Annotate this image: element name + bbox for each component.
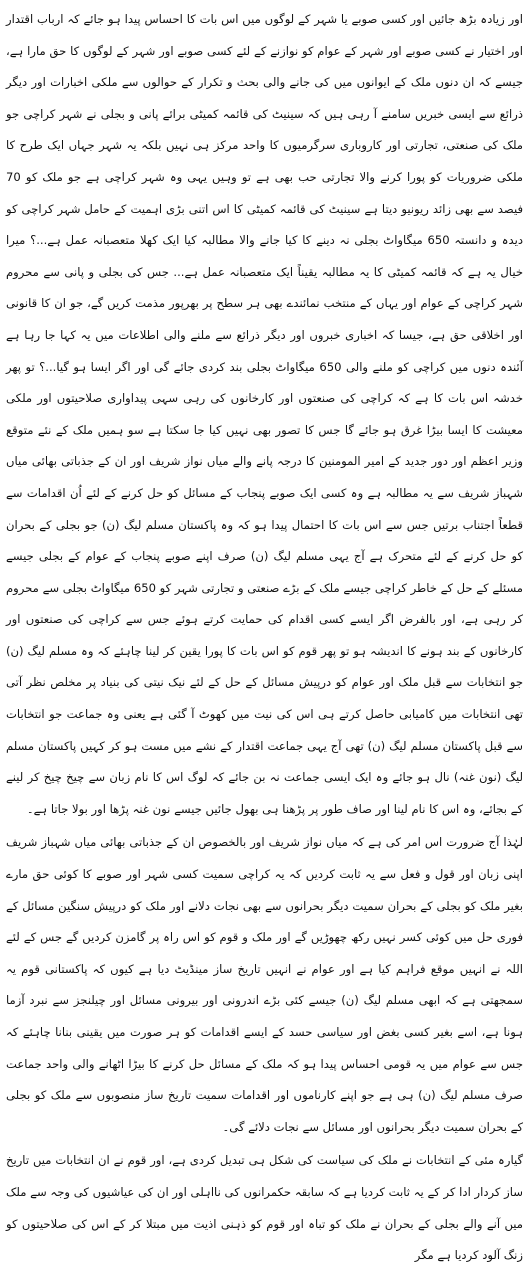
article-paragraph-2: لہٰذا آج ضرورت اس امر کی ہے کہ میاں نواز شریف اور بالخصوص ان کے جذباتی بھائی میاں شہباز شریف اپنی زبان اور قول و فعل سے یہ ثابت کردیں کہ یہ کراچی سمیت کسی شہر اور صوبے کا کوئی حق مارے بغیر ملک کو بجلی کے بحران سمیت دیگر بحرانوں سے بھی نجات دلانے اور ملک کو درپیش سنگین مسائل کے فوری حل میں کوئی کسر نہیں رکھ چھوڑیں گے اور ملک و قوم کو اس راہ پر گامزن کردیں گے جس کے لئے اللہ نے انہیں موقع فراہم کیا ہے اور عوام نے انہیں تاریخ ساز مینڈیٹ دیا ہے کیوں کہ پاکستانی قوم یہ سمجھتی ہے کہ ابھی مسلم لیگ (ن) جیسے کئی بڑے اندرونی اور بیرونی مسائل اور چیلنجز سے نبرد آزما ہونا ہے، اسے بغیر کسی بغض اور سیاسی حسد کے ایسے اقدامات کو ہر صورت میں یقینی بنانا چاہئے کہ جس سے عوام میں یہ قومی احساس پیدا ہو کہ ملک کے مسائل حل کرنے کا بیڑا اٹھانے والی واحد جماعت صرف مسلم لیگ (ن) ہی ہے جو اپنے کارناموں اور اقدامات سمیت تاریخ ساز منصوبوں سے ملک کو بجلی کے بحران سمیت دیگر بحرانوں اور مسائل سے نجات دلائے گی۔ (6, 835, 523, 1134)
article-paragraph-1: اور زیادہ بڑھ جائیں اور کسی صوبے یا شہر کے لوگوں میں اس بات کا احساس پیدا ہو جائے کہ ارباب اقتدار اور اختیار نے کسی صوبے اور شہر کے عوام کو نوازنے کے لئے کسی صوبے اور شہر کے لوگوں کا حق مارا ہے، جیسے کہ ان دنوں ملک کے ایوانوں میں کی جانے والی بحث و تکرار کے حوالوں سے ملکی اخبارات اور دیگر ذرائع سے ایسی خبریں سامنے آ رہی ہیں کہ سینیٹ کی قائمہ کمیٹی برائے پانی و بجلی نے شہر کراچی جو ملک کی صنعتی، تجارتی اور کاروباری سرگرمیوں کا واحد مرکز ہی نہیں بلکہ یہ شہر جہاں ایک طرح کا ملکی ضروریات کو پورا کرنے والا تجارتی حب بھی ہے تو وہیں یہی وہ شہر کراچی ہے جو ملک کو 70 فیصد سے بھی زائد ریونیو دیتا ہے سینیٹ کی قائمہ کمیٹی کا اس اتنی بڑی اہمیت کے حامل شہر کراچی کو دیدہ و دانستہ 650 میگاواٹ بجلی نہ دینے کا کیا جانے والا مطالبہ کیا ایک کھلا متعصبانہ عمل ہے...؟ میرا خیال یہ ہے کہ قائمہ کمیٹی کا یہ مطالبہ یقیناً ایک متعصبانہ عمل ہے... جس کی بجلی و پانی سے محروم شہر کراچی کے عوام اور یہاں کے منتخب نمائندے بھی ہر سطح پر بھرپور مذمت کریں گے، جو ان کا قانونی اور اخلاقی حق ہے، جیسا کہ اخباری خبروں اور دیگر ذرائع سے ملنے والی اطلاعات میں یہ کہا جا رہا ہے آئندہ دنوں میں کراچی کو ملنے والی 650 میگاواٹ بجلی بند کردی جائے گی اور اگر ایسا ہو گیا...؟ تو پھر خدشہ اس بات کا ہے کہ کراچی کی صنعتوں اور کارخانوں کی رہی سہی پیداواری صلاحیتوں اور ملکی معیشت کا ایسا بیڑا غرق ہو جائے گا جس کا تصور بھی نہیں کیا جا سکتا ہے سو ہمیں ملک کے نئے متوقع وزیر اعظم اور دور جدید کے امیر المومنین کا درجہ پانے والے میاں نواز شریف اور ان کے جذباتی بھائی میاں شہباز شریف سے یہ مطالبہ ہے وہ کسی ایک صوبے پنجاب کے مسائل کو حل کرنے کے لئے اُن اقدامات سے قطعاً اجتناب برتیں جس سے اس بات کا احتمال پیدا ہو کہ وہ پاکستان مسلم لیگ (ن) جو بجلی کے بحران کو حل کرنے کے لئے متحرک ہے آج یہی مسلم لیگ (ن) صرف اپنے صوبے پنجاب کے عوام کے بجلی جیسے مسئلے کے حل کے خاطر کراچی جیسے ملک کے بڑے صنعتی و تجارتی شہر کو 650 میگاواٹ بجلی سے محروم کر رہی ہے، اور بالفرض اگر ایسے کسی اقدام کی حمایت کرتے ہوئے جس سے کراچی کی صنعتوں اور کارخانوں کے بند ہونے کا اندیشہ ہو تو پھر قوم کو اس بات کا پورا یقین کر لینا چاہئے کہ وہ مسلم لیگ (ن) جو انتخابات سے قبل ملک اور عوام کو درپیش مسائل کے حل کے لئے نیک نیتی کی بنیاد پر مخلص نظر آتی تھی انتخابات میں کامیابی حاصل کرتے ہی اس کی نیت میں کھوٹ آ گئی ہے یعنی وہ جماعت جو انتخابات سے قبل پاکستان مسلم لیگ (ن) تھی آج یہی جماعت اقتدار کے نشے میں مست ہو کر کہیں پاکستان مسلم لیگ (نون غنہ) نال ہو جائے وہ ایک ایسی جماعت نہ بن جائے کہ لوگ اس کا نام زبان سے چیخ چیخ کر لینے کے بجائے، وہ اس کا نام لینا اور صاف طور پر پڑھنا ہی بھول جائیں جیسے نون غنہ پڑھا اور بولا جاتا ہے۔ (6, 12, 523, 816)
article-paragraph-3: گیارہ مئی کے انتخابات نے ملک کی سیاست کی شکل ہی تبدیل کردی ہے، اور قوم نے ان انتخابات میں تاریخ ساز کردار ادا کر کے یہ ثابت کردیا ہے کہ سابقہ حکمرانوں کی نااہلی اور ان کی عیاشیوں کی وجہ سے ملک میں آنے والے بجلی کے بحران نے ملک کو تباہ اور قوم کو ذہنی اذیت میں مبتلا کر کے اس کی صلاحیتوں کو زنگ آلود کردیا ہے مگر (6, 1153, 523, 1263)
